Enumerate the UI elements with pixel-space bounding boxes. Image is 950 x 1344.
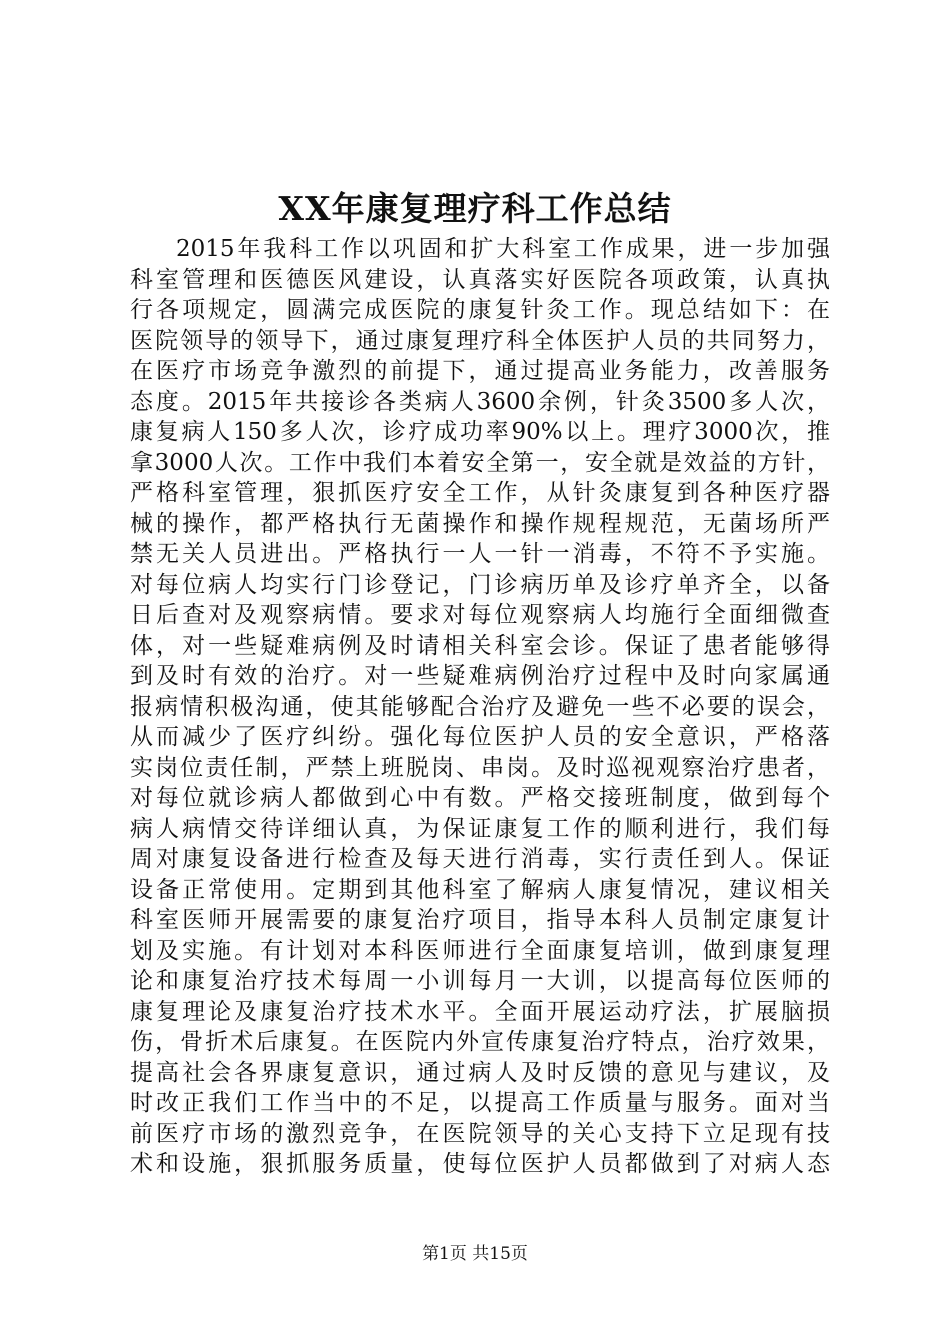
body-line: 禁无关人员进出。严格执行一人一针一消毒，不符不予实施。 — [130, 541, 830, 567]
body-line: 科室管理和医德医风建设，认真落实好医院各项政策，认真执 — [130, 266, 830, 293]
body-line: 体，对一些疑难病例及时请相关科室会诊。保证了患者能够得 — [130, 632, 830, 659]
body-line: 科室医师开展需要的康复治疗项目，指导本科人员制定康复计 — [130, 907, 830, 933]
page-title: XX年康复理疗科工作总结 — [278, 189, 672, 228]
body-line: 对每位病人均实行门诊登记，门诊病历单及诊疗单齐全，以备 — [130, 571, 830, 598]
document-body — [130, 234, 830, 1180]
body-line: 日后查对及观察病情。要求对每位观察病人均施行全面细微查 — [130, 602, 830, 628]
body-line: 到及时有效的治疗。对一些疑难病例治疗过程中及时向家属通 — [130, 663, 830, 689]
body-line: 行各项规定，圆满完成医院的康复针灸工作。现总结如下：在 — [130, 297, 830, 323]
body-line: 划及实施。有计划对本科医师进行全面康复培训，做到康复理 — [130, 937, 830, 964]
body-line: 从而减少了医疗纠纷。强化每位医护人员的安全意识，严格落 — [130, 724, 830, 750]
body-line: 时改正我们工作当中的不足，以提高工作质量与服务。面对当 — [130, 1090, 830, 1116]
body-line: 术和设施，狠抓服务质量，使每位医护人员都做到了对病人态 — [130, 1151, 830, 1177]
body-line: 在医疗市场竞争激烈的前提下，通过提高业务能力，改善服务 — [130, 358, 830, 384]
body-line: 康复理论及康复治疗技术水平。全面开展运动疗法，扩展脑损 — [130, 998, 830, 1025]
body-line: 态度。2015年共接诊各类病人3600余例，针灸3500多人次， — [130, 388, 830, 415]
body-line: 报病情积极沟通，使其能够配合治疗及避免一些不必要的误会， — [130, 693, 830, 720]
body-line: 提高社会各界康复意识，通过病人及时反馈的意见与建议，及 — [130, 1059, 830, 1086]
body-line: 2015年我科工作以巩固和扩大科室工作成果，进一步加强 — [176, 236, 830, 262]
body-line: 病人病情交待详细认真，为保证康复工作的顺利进行，我们每 — [130, 815, 830, 842]
body-line: 实岗位责任制，严禁上班脱岗、串岗。及时巡视观察治疗患者， — [130, 754, 830, 781]
body-line: 拿3000人次。工作中我们本着安全第一，安全就是效益的方针， — [130, 449, 830, 476]
body-line: 械的操作，都严格执行无菌操作和操作规程规范，无菌场所严 — [130, 510, 830, 537]
body-line: 对每位就诊病人都做到心中有数。严格交接班制度，做到每个 — [130, 785, 830, 811]
body-line: 医院领导的领导下，通过康复理疗科全体医护人员的共同努力， — [130, 327, 830, 354]
body-line: 伤，骨折术后康复。在医院内外宣传康复治疗特点，治疗效果， — [130, 1029, 830, 1055]
body-line: 论和康复治疗技术每周一小训每月一大训，以提高每位医师的 — [130, 968, 830, 994]
body-line: 严格科室管理，狠抓医疗安全工作，从针灸康复到各种医疗器 — [130, 480, 830, 506]
body-line: 前医疗市场的激烈竞争，在医院领导的关心支持下立足现有技 — [130, 1120, 830, 1147]
body-line: 康复病人150多人次，诊疗成功率90%以上。理疗3000次，推 — [130, 419, 830, 445]
body-line: 周对康复设备进行检查及每天进行消毒，实行责任到人。保证 — [130, 846, 830, 872]
page-number-footer: 第1页 共15页 — [422, 1244, 528, 1264]
body-line: 设备正常使用。定期到其他科室了解病人康复情况，建议相关 — [130, 876, 830, 903]
